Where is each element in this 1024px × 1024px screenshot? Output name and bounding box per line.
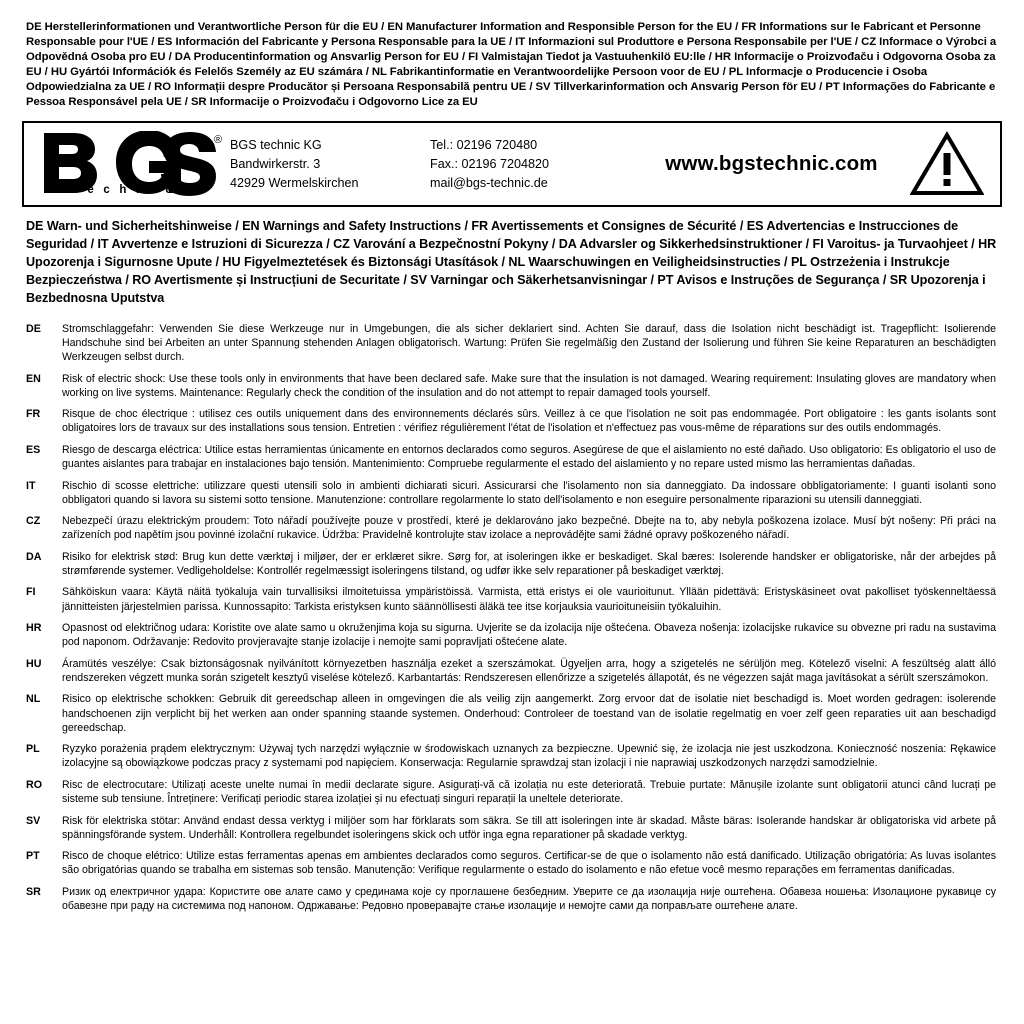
language-text: Risk of electric shock: Use these tools only in environments that have been declared safe. Make sure that the insulation is not damaged. Wearing requirement: Insulating gloves are mandatory when working on live systems. Maintenance: Regularly check the condition of the insulation and do not attempt to repair damaged tools yourself. xyxy=(62,372,996,399)
manufacturer-info-block: DE Herstellerinformationen und Verantwortliche Person für die EU / EN Manufacturer Information and Responsible Person for the EU / FR Informations sur le Fabricant et Personne Responsable pour l'UE / ES Información del Fabricante y Persona Responsable para la UE / IT Informazioni sul Produttore e Persona Responsabile per l'UE / CZ Informace o Výrobci a Odpovědná Osoba pro EU / DA Producentinformation og Ansvarlig Person for EU / FI Valmistajan Tiedot ja Vastuuhenkilö EU:lle / HR Informacije o Proizvođaču i Odgovorna Osoba za EU / HU Gyártói Információk és Felelős Személy az EU számára / NL Fabrikantinformatie en Verantwoordelijke Persoon voor de EU / PL Informacje o Producencie i Osoba Odpowiedzialna za UE / RO Informații despre Producător și Persoana Responsabilă pentru UE / SV Tillverkarinformation och Ansvarig Person för EU / PT Informações do Fabricante e Pessoa Responsável pela UE / SR Informacije o Proizvođaču i Odgovorno Lice za EU xyxy=(26,21,997,108)
language-text: Risk för elektriska stötar: Använd endast dessa verktyg i miljöer som har förklarats som säkra. Se till att isoleringen inte är skadad. Måste bäras: Isolerande handskar är obligatoriska vid arbete på spänningsförande system. Underhåll: Kontrollera regelbundet isoleringens skick och utför inga egna reparationer på skadade verktyg. xyxy=(62,814,996,841)
language-code: PL xyxy=(26,743,40,756)
list-item xyxy=(26,849,998,877)
language-text: Sähköiskun vaara: Käytä näitä työkaluja vain turvallisiksi ilmoitetuissa ympäristöissä. Varmista, että eristys ei ole vaurioitunut. Yllään pidettävä: Eristyskäsineet ovat pakolliset työskenneltäessä jännitteisten järjestelmien parissa. Kunnossapito: Tarkista eristyksen kunto säännöllisesti äläkä tee itse korjauksia vaurioituneisiin työkaluihin. xyxy=(62,586,996,613)
bgs-logo xyxy=(36,131,224,197)
language-code: DE xyxy=(26,322,41,335)
language-code: SR xyxy=(26,885,41,898)
company-tel: Tel.: 02196 720480 xyxy=(430,137,538,152)
language-code: NL xyxy=(26,693,41,706)
language-text: Áramütés veszélye: Csak biztonságosnak nyilvánított környezetben használja ezeket a szerszámokat. Ügyeljen arra, hogy a szigetelés ne sérüljön meg. Kötelező viselni: A feszültség alatt álló rendszereken végzett munka során szigetelt kesztyű viselése kötelező. Karbantartás: Rendszeresen ellenőrizze a szigetelés állapotát, és ne végezzen saját maga javításokat a sérült szerszámokon. xyxy=(62,657,996,684)
list-item xyxy=(26,692,998,734)
company-city: 42929 Wermelskirchen xyxy=(230,176,359,190)
language-code: DA xyxy=(26,550,42,563)
language-text: Rischio di scosse elettriche: utilizzare questi utensili solo in ambienti dichiarati sicuri. Assicurarsi che l'isolamento non sia danneggiato. Da indossare obbligatoriamente: I guanti isolanti sono obbligatori quando si lavora su sistemi sotto tensione. Manutenzione: controllare regolarmente lo stato dell'isolamento e non eseguire personalmente riparazioni su utensili danneggiati. xyxy=(62,479,996,506)
svg-text:t e c h n i c: t e c h n i c xyxy=(74,184,176,197)
list-item xyxy=(26,814,998,842)
language-code: PT xyxy=(26,850,40,863)
language-text: Nebezpečí úrazu elektrickým proudem: Toto nářadí používejte pouze v prostředí, které je deklarováno jako bezpečné. Dbejte na to, aby nebyla poškozena izolace. Musí být nošeny: Při práci na zařízeních pod napětím jsou povinné izolační rukavice. Údržba: Pravidelně kontrolujte stav izolace a neprovádějte sami žádné opravy poškozeného nářadí. xyxy=(62,515,996,542)
list-item xyxy=(26,372,998,400)
language-code: HR xyxy=(26,622,42,635)
language-code: CZ xyxy=(26,515,41,528)
list-item xyxy=(26,479,998,507)
company-address xyxy=(224,136,430,193)
language-rows xyxy=(26,322,998,913)
language-text: Opasnost od električnog udara: Koristite ove alate samo u okruženjima koja su sigurna. Uvjerite se da izolacija nije oštećena. Obaveza nošenja: izolacijske rukavice su obvezne pri radu na sustavima pod naponom. Održavanje: Redovito provjeravajte stanje izolacije i nemojte sami popravljati oštećene alate. xyxy=(62,622,996,649)
language-code: FI xyxy=(26,586,36,599)
language-text: Ryzyko porażenia prądem elektrycznym: Używaj tych narzędzi wyłącznie w środowiskach uznanych za bezpieczne. Upewnić się, że izolacja nie jest uszkodzona. Konieczność noszenia: Rękawice izolacyjne są obowiązkowe podczas pracy z systemami pod napięciem. Konserwacja: Regularnie sprawdzaj stan izolacji i nie naprawiaj uszkodzonych narzędzi samodzielnie. xyxy=(62,743,996,770)
list-item xyxy=(26,514,998,542)
language-code: FR xyxy=(26,408,41,421)
language-text: Risc de electrocutare: Utilizați aceste unelte numai în medii declarate sigure. Asigurați-vă că izolația nu este deteriorată. Trebuie purtate: Mănușile izolante sunt obligatorii atunci când lucrați pe sisteme sub tensiune. Întreținere: Verificați periodic starea izolației și nu efectuați singuri reparații la uneltele deteriorate. xyxy=(62,778,996,805)
list-item xyxy=(26,885,998,913)
language-code: SV xyxy=(26,814,41,827)
company-website: www.bgstechnic.com xyxy=(665,152,878,176)
list-item xyxy=(26,621,998,649)
company-contact xyxy=(430,136,645,193)
language-text: Stromschlaggefahr: Verwenden Sie diese Werkzeuge nur in Umgebungen, die als sicher deklariert sind. Achten Sie darauf, dass die Isolation nicht beschädigt ist. Tragepflicht: Isolierende Handschuhe sind bei Arbeiten an unter Spannung stehenden Anlagen obligatorisch. Wartung: Prüfen Sie regelmäßig den Zustand der Isolierung und führen Sie keine Reparaturen an beschädigten Werkzeugen selbst durch. xyxy=(62,322,996,363)
company-fax: Fax.: 02196 7204820 xyxy=(430,156,550,171)
list-item xyxy=(26,742,998,770)
list-item xyxy=(26,657,998,685)
list-item xyxy=(26,550,998,578)
svg-text:®: ® xyxy=(214,134,222,147)
company-street: Bandwirkerstr. 3 xyxy=(230,156,321,171)
language-code: ES xyxy=(26,443,41,456)
company-name: BGS technic KG xyxy=(230,137,322,152)
language-text: Risiko for elektrisk stød: Brug kun dette værktøj i miljøer, der er erklæret sikre. Sørg for, at isoleringen ikke er beskadiget. Skal bæres: Isolerende handsker er obligatoriske, når der arbejdes på strømførende systemer. Vedligeholdelse: Kontrollér regelmæssigt isoleringens tilstand, og udfør ikke selv reparationer på beskadiget værktøj. xyxy=(62,550,996,577)
company-header-box xyxy=(22,121,1002,207)
language-code: RO xyxy=(26,778,43,791)
language-text: Ризик од електричног удара: Користите ове алате само у срединама које су проглашене безбедним. Уверите се да изолација није оштећена. Обавеза ношења: Изолационе рукавице су обавезне при раду на системима под напоном. Одржавање: Редовно проверавајте стање изолације и немојте сами да поправљате оштећене алате. xyxy=(62,885,996,912)
language-text: Riesgo de descarga eléctrica: Utilice estas herramientas únicamente en entornos declarados como seguros. Asegúrese de que el aislamiento no esté dañado. Uso obligatorio: Es obligatorio el uso de guantes aislantes para trabajar en instalaciones bajo tensión. Mantenimiento: Compruebe regularmente el estado del aislamiento y no repare usted mismo las herramientas dañadas. xyxy=(62,443,996,470)
list-item xyxy=(26,443,998,471)
list-item xyxy=(26,585,998,613)
list-item xyxy=(26,407,998,435)
language-code: EN xyxy=(26,372,41,385)
language-code: HU xyxy=(26,657,42,670)
list-item xyxy=(26,322,998,364)
warnings-title-block: DE Warn- und Sicherheitshinweise / EN Warnings and Safety Instructions / FR Avertissements et Consignes de Sécurité / ES Advertencias e Instrucciones de Seguridad / IT Avvertenze e Istruzioni di Sicurezza / CZ Varování a Bezpečnostní Pokyny / DA Advarsler og Sikkerhedsinstruktioner / FI Varoitus- ja Turvaohjeet / HR Upozorenja i Sigurnosne Upute / HU Figyelmeztetések és Biztonsági Utasítások / NL Waarschuwingen en Veiligheidsinstructies / PL Ostrzeżenia i Instrukcje Bezpieczeństwa / RO Avertismente și Instrucțiuni de Securitate / SV Varningar och Säkerhetsanvisningar / PT Avisos e Instruções de Segurança / SR Upozorenja i Bezbednosna Uputstva xyxy=(26,219,997,305)
company-email: mail@bgs-technic.de xyxy=(430,176,548,190)
language-text: Risque de choc électrique : utilisez ces outils uniquement dans des environnements déclarés sûrs. Veillez à ce que l'isolation ne soit pas endommagée. Port obligatoire : les gants isolants sont obligatoires lors de travaux sur des installations sous tension. Entretien : vérifiez régulièrement l'état de l'isolation et n'effectuez pas vous-même de réparations sur des outils endommagés. xyxy=(62,408,996,435)
language-text: Risico op elektrische schokken: Gebruik dit gereedschap alleen in omgevingen die als veilig zijn aangemerkt. Zorg ervoor dat de isolatie niet beschadigd is. Moet worden gedragen: isolerende handschoenen zijn verplicht bij het werken aan onder spanning staande systemen. Onderhoud: Controleer de toestand van de isolatie regelmatig en voer zelf geen reparaties uit aan beschadigd gereedschap. xyxy=(62,693,996,734)
language-text: Risco de choque elétrico: Utilize estas ferramentas apenas em ambientes declarados como seguros. Certificar-se de que o isolamento não está danificado. Utilização obrigatória: As luvas isolantes são obrigatórias quando se trabalha em sistemas sob tensão. Manutenção: Verifique regularmente o estado do isolamento e não efetue você mesmo reparações em ferramentas danificadas. xyxy=(62,850,996,877)
warning-triangle-icon xyxy=(908,131,990,197)
list-item xyxy=(26,778,998,806)
language-code: IT xyxy=(26,479,36,492)
